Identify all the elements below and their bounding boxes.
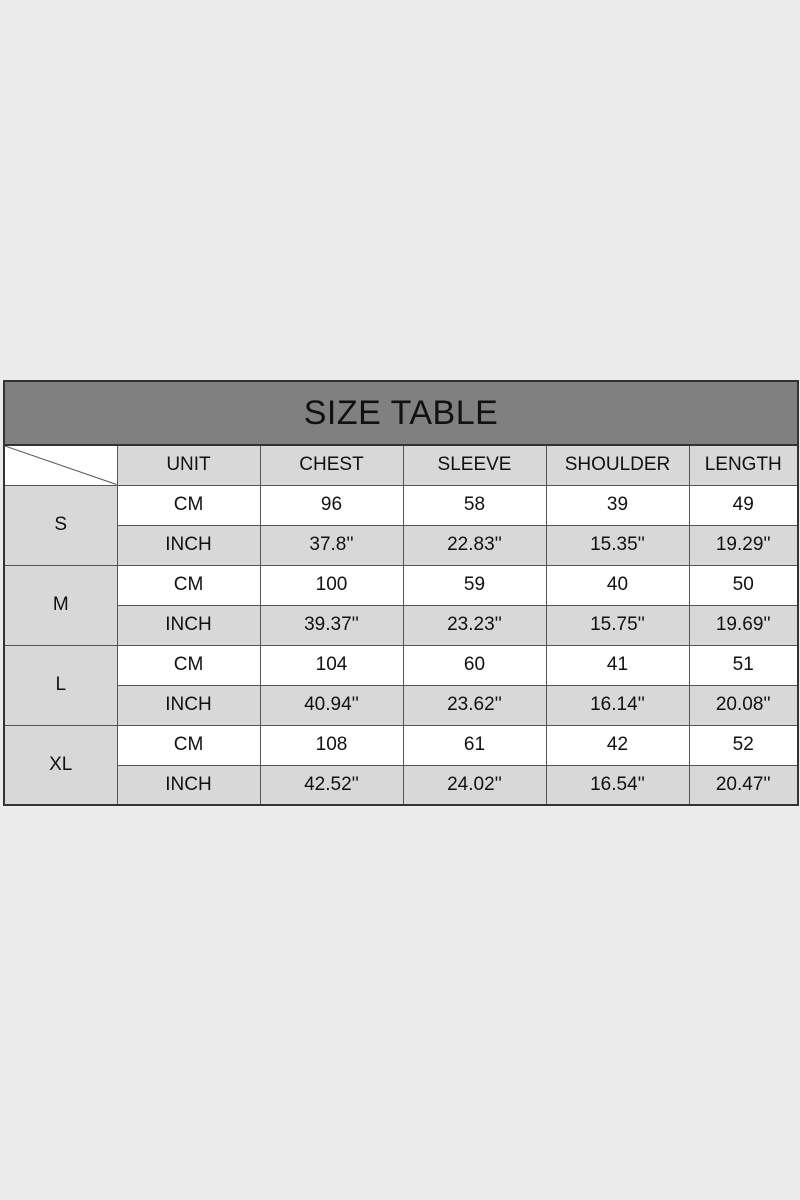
chest-cell: 96 (260, 485, 403, 525)
size-label: M (4, 565, 117, 645)
table-row (4, 525, 798, 565)
table-row (4, 485, 798, 525)
length-cell: 19.69'' (689, 605, 798, 645)
unit-cell: INCH (117, 685, 260, 725)
shoulder-cell: 42 (546, 725, 689, 765)
header-chest: CHEST (260, 445, 403, 485)
unit-cell: INCH (117, 525, 260, 565)
length-cell: 51 (689, 645, 798, 685)
unit-cell: CM (117, 725, 260, 765)
chest-cell: 37.8'' (260, 525, 403, 565)
table-title: SIZE TABLE (4, 381, 798, 445)
unit-cell: INCH (117, 765, 260, 805)
chest-cell: 40.94'' (260, 685, 403, 725)
header-length: LENGTH (689, 445, 798, 485)
size-label: XL (4, 725, 117, 805)
length-cell: 20.08'' (689, 685, 798, 725)
shoulder-cell: 15.75'' (546, 605, 689, 645)
size-table-container (3, 380, 797, 806)
shoulder-cell: 39 (546, 485, 689, 525)
chest-cell: 104 (260, 645, 403, 685)
sleeve-cell: 24.02'' (403, 765, 546, 805)
table-row (4, 765, 798, 805)
unit-cell: INCH (117, 605, 260, 645)
header-unit: UNIT (117, 445, 260, 485)
table-row (4, 725, 798, 765)
sleeve-cell: 61 (403, 725, 546, 765)
sleeve-cell: 58 (403, 485, 546, 525)
table-row (4, 645, 798, 685)
sleeve-cell: 59 (403, 565, 546, 605)
table-row (4, 685, 798, 725)
unit-cell: CM (117, 645, 260, 685)
size-label: L (4, 645, 117, 725)
sleeve-cell: 23.23'' (403, 605, 546, 645)
shoulder-cell: 16.14'' (546, 685, 689, 725)
chest-cell: 42.52'' (260, 765, 403, 805)
length-cell: 49 (689, 485, 798, 525)
corner-cell (4, 445, 117, 485)
length-cell: 52 (689, 725, 798, 765)
sleeve-cell: 60 (403, 645, 546, 685)
shoulder-cell: 16.54'' (546, 765, 689, 805)
diagonal-divider (5, 446, 117, 485)
chest-cell: 100 (260, 565, 403, 605)
length-cell: 20.47'' (689, 765, 798, 805)
length-cell: 19.29'' (689, 525, 798, 565)
chest-cell: 39.37'' (260, 605, 403, 645)
table-row (4, 605, 798, 645)
sleeve-cell: 22.83'' (403, 525, 546, 565)
size-table (3, 380, 799, 806)
header-row (4, 445, 798, 485)
header-sleeve: SLEEVE (403, 445, 546, 485)
header-shoulder: SHOULDER (546, 445, 689, 485)
shoulder-cell: 15.35'' (546, 525, 689, 565)
length-cell: 50 (689, 565, 798, 605)
size-label: S (4, 485, 117, 565)
shoulder-cell: 41 (546, 645, 689, 685)
title-row (4, 381, 798, 445)
chest-cell: 108 (260, 725, 403, 765)
shoulder-cell: 40 (546, 565, 689, 605)
table-row (4, 565, 798, 605)
sleeve-cell: 23.62'' (403, 685, 546, 725)
unit-cell: CM (117, 485, 260, 525)
unit-cell: CM (117, 565, 260, 605)
